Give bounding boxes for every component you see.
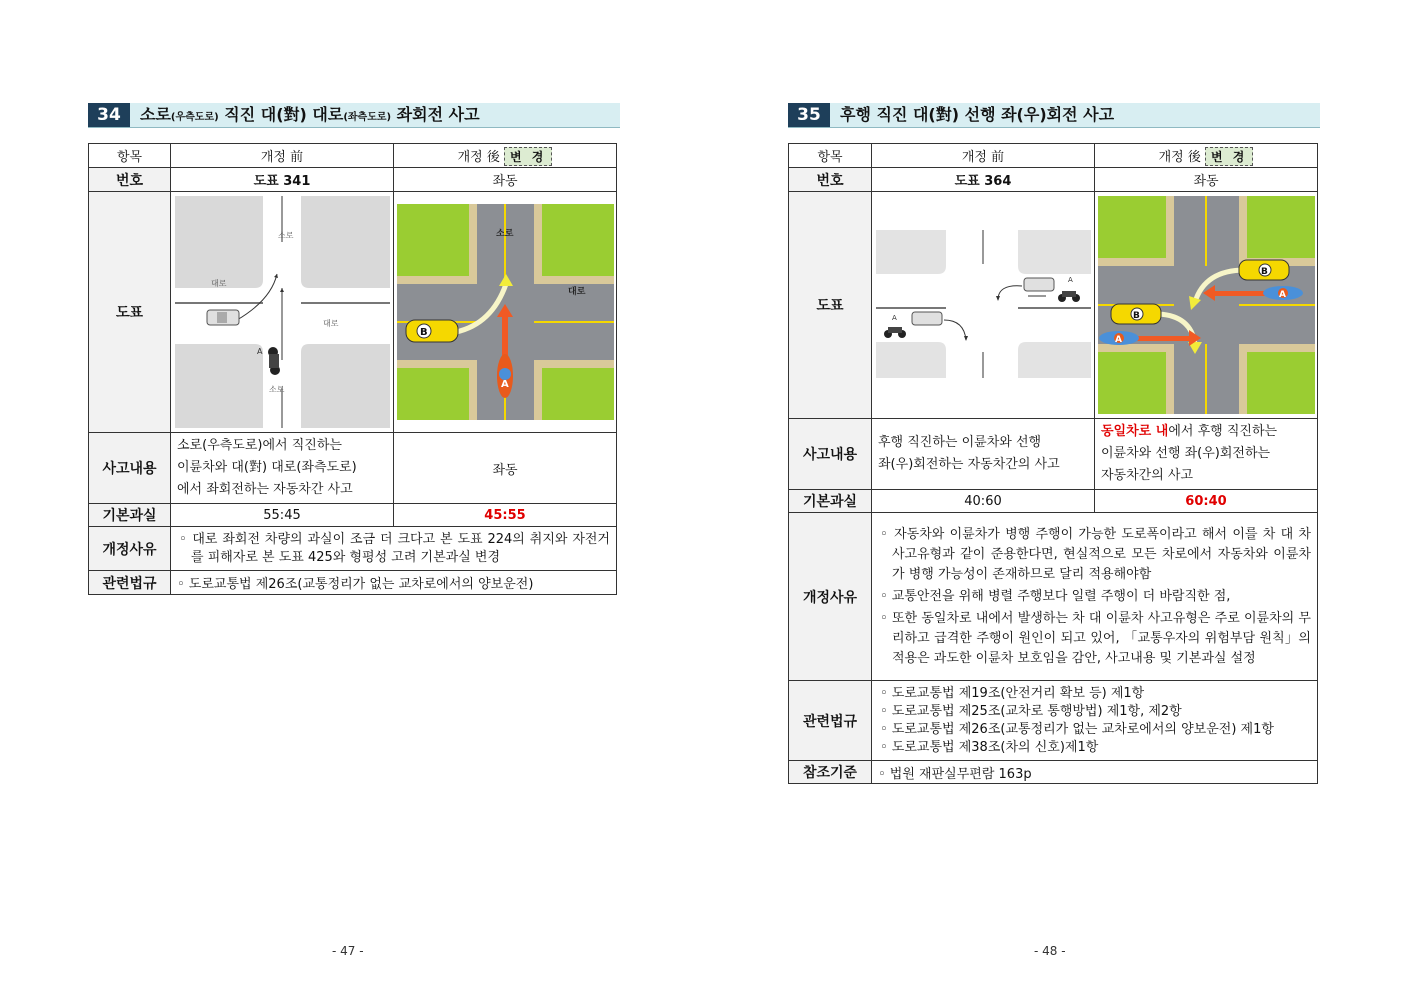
- diagram-before: [171, 192, 394, 432]
- row-label-accident: 사고내용: [789, 419, 872, 490]
- svg-text:B: B: [1133, 311, 1140, 321]
- reason-text: [872, 513, 1318, 681]
- motorcycle-a-icon: [1263, 286, 1303, 300]
- fault-before: 40:60: [872, 490, 1095, 513]
- svg-text:소로: 소로: [269, 385, 285, 394]
- reason-item: ◦ 또한 동일차로 내에서 발생하는 차 대 이륜차 사고유형은 주로 이륜차의 무리하고 급격한 주행이 원인이 되고 있어, 「교통우자의 위험부담 원칙」의 적용은 과도한 이륜차 보호임을 감안, 사고내용 및 기본과실 설정: [880, 610, 1311, 666]
- svg-text:소로: 소로: [278, 231, 294, 240]
- svg-text:A: A: [892, 314, 897, 322]
- row-label-number: 번호: [789, 168, 872, 192]
- svg-text:A: A: [257, 347, 263, 356]
- fault-after: 45:55: [394, 504, 617, 527]
- section-title: 소로(우측도로) 직진 대(對) 대로(좌측도로) 좌회전 사고: [140, 105, 480, 124]
- row-label-fault: 기본과실: [789, 490, 872, 513]
- diagram-before: [872, 192, 1095, 418]
- car-gray-icon: [1024, 278, 1054, 291]
- diagram-after: [1095, 192, 1318, 418]
- fault-after: 60:40: [1095, 490, 1318, 513]
- diagram-after: [394, 192, 617, 432]
- header-item: 항목: [789, 144, 872, 168]
- header-item: 항목: [89, 144, 171, 168]
- page-number: - 48 -: [1034, 944, 1066, 958]
- section-number: 35: [788, 103, 830, 127]
- number-before: 도표 364: [872, 168, 1095, 192]
- svg-text:대로: 대로: [211, 279, 227, 288]
- reason-text: ◦ 대로 좌회전 차량의 과실이 조금 더 크다고 본 도표 224의 취지와 자전거를 피해자로 본 도표 425와 형평성 고려 기본과실 변경: [171, 527, 617, 571]
- fault-before: 55:45: [171, 504, 394, 527]
- accident-before: 소로(우측도로)에서 직진하는 이륜차와 대(對) 대로(좌측도로) 에서 좌회전하는 자동차간 사고: [171, 433, 394, 504]
- motorcycle-icon: [1058, 291, 1080, 302]
- accident-after: 좌동: [394, 433, 617, 504]
- number-before: 도표 341: [171, 168, 394, 192]
- section-title-bar: [88, 103, 620, 128]
- law-text: ◦ 도로교통법 제26조(교통정리가 없는 교차로에서의 양보운전): [171, 571, 617, 595]
- law-item: ◦ 도로교통법 제38조(차의 신호)제1항: [880, 739, 1099, 755]
- accident-after: 동일차로 내에서 후행 직진하는 이륜차와 선행 좌(우)회전하는 자동차간의 사고: [1095, 419, 1318, 490]
- svg-text:대로: 대로: [568, 287, 586, 297]
- reason-item: ◦ 자동차와 이륜차가 병행 주행이 가능한 도로폭이라고 해서 이를 차 대 차 사고유형과 같이 준용한다면, 현실적으로 모든 차로에서 자동차와 이륜차가 병행 가능성이 존재하므로 달리 적용해야함: [880, 526, 1311, 582]
- page-48: [700, 0, 1403, 992]
- motorcycle-icon-2: [884, 327, 906, 338]
- motorcycle-a-icon-2: [1099, 331, 1139, 345]
- diagram-before-cell: [872, 192, 1095, 419]
- number-after: 좌동: [394, 168, 617, 192]
- row-label-diagram: 도표: [789, 192, 872, 419]
- taxi-b-icon: [406, 320, 458, 342]
- comparison-table: [788, 143, 1318, 784]
- section-title-bar: [788, 103, 1320, 128]
- section-title: 후행 직진 대(對) 선행 좌(우)회전 사고: [840, 105, 1115, 124]
- row-label-diagram: 도표: [89, 192, 171, 433]
- svg-text:A: A: [1279, 290, 1286, 300]
- svg-text:B: B: [1261, 267, 1268, 277]
- row-label-law: 관련법규: [789, 681, 872, 761]
- car-gray-icon: [207, 310, 239, 325]
- diagram-after-cell: [394, 192, 617, 433]
- reference-text: ◦ 법원 재판실무편람 163p: [872, 761, 1318, 784]
- law-item: ◦ 도로교통법 제25조(교차로 통행방법) 제1항, 제2항: [880, 703, 1182, 719]
- car-gray-icon-2: [912, 312, 942, 325]
- svg-text:소로: 소로: [496, 229, 514, 239]
- header-before: 개정 前: [171, 144, 394, 168]
- diagram-after-cell: [1095, 192, 1318, 419]
- number-after: 좌동: [1095, 168, 1318, 192]
- law-item: ◦ 도로교통법 제26조(교통정리가 없는 교차로에서의 양보운전) 제1항: [880, 721, 1274, 737]
- taxi-b-icon-2: [1111, 304, 1161, 324]
- taxi-b-icon: [1239, 260, 1289, 280]
- reason-item: ◦ 교통안전을 위해 병렬 주행보다 일렬 주행이 더 바람직한 점,: [880, 588, 1231, 604]
- header-after: 개정 後 변 경: [394, 144, 617, 168]
- change-badge: 변 경: [1205, 147, 1253, 166]
- row-label-reason: 개정사유: [89, 527, 171, 571]
- page-47: [0, 0, 700, 992]
- row-label-number: 번호: [89, 168, 171, 192]
- highlight-same-lane: 동일차로 내: [1101, 424, 1169, 439]
- motorcycle-a-icon: [497, 354, 513, 398]
- row-label-reason: 개정사유: [789, 513, 872, 681]
- diagram-before-cell: [171, 192, 394, 433]
- comparison-table: [88, 143, 617, 595]
- svg-text:B: B: [420, 327, 428, 338]
- page-number: - 47 -: [332, 944, 364, 958]
- change-badge: 변 경: [504, 147, 552, 166]
- row-label-law: 관련법규: [89, 571, 171, 595]
- row-label-fault: 기본과실: [89, 504, 171, 527]
- section-number: 34: [88, 103, 130, 127]
- header-before: 개정 前: [872, 144, 1095, 168]
- row-label-reference: 참조기준: [789, 761, 872, 784]
- svg-text:A: A: [501, 379, 509, 390]
- law-item: ◦ 도로교통법 제19조(안전거리 확보 등) 제1항: [880, 685, 1145, 701]
- law-text: [872, 681, 1318, 761]
- header-after: 개정 後 변 경: [1095, 144, 1318, 168]
- accident-before: 후행 직진하는 이륜차와 선행 좌(우)회전하는 자동차간의 사고: [872, 419, 1095, 490]
- row-label-accident: 사고내용: [89, 433, 171, 504]
- svg-text:A: A: [1115, 335, 1122, 345]
- svg-text:대로: 대로: [323, 319, 339, 328]
- svg-text:A: A: [1068, 276, 1073, 284]
